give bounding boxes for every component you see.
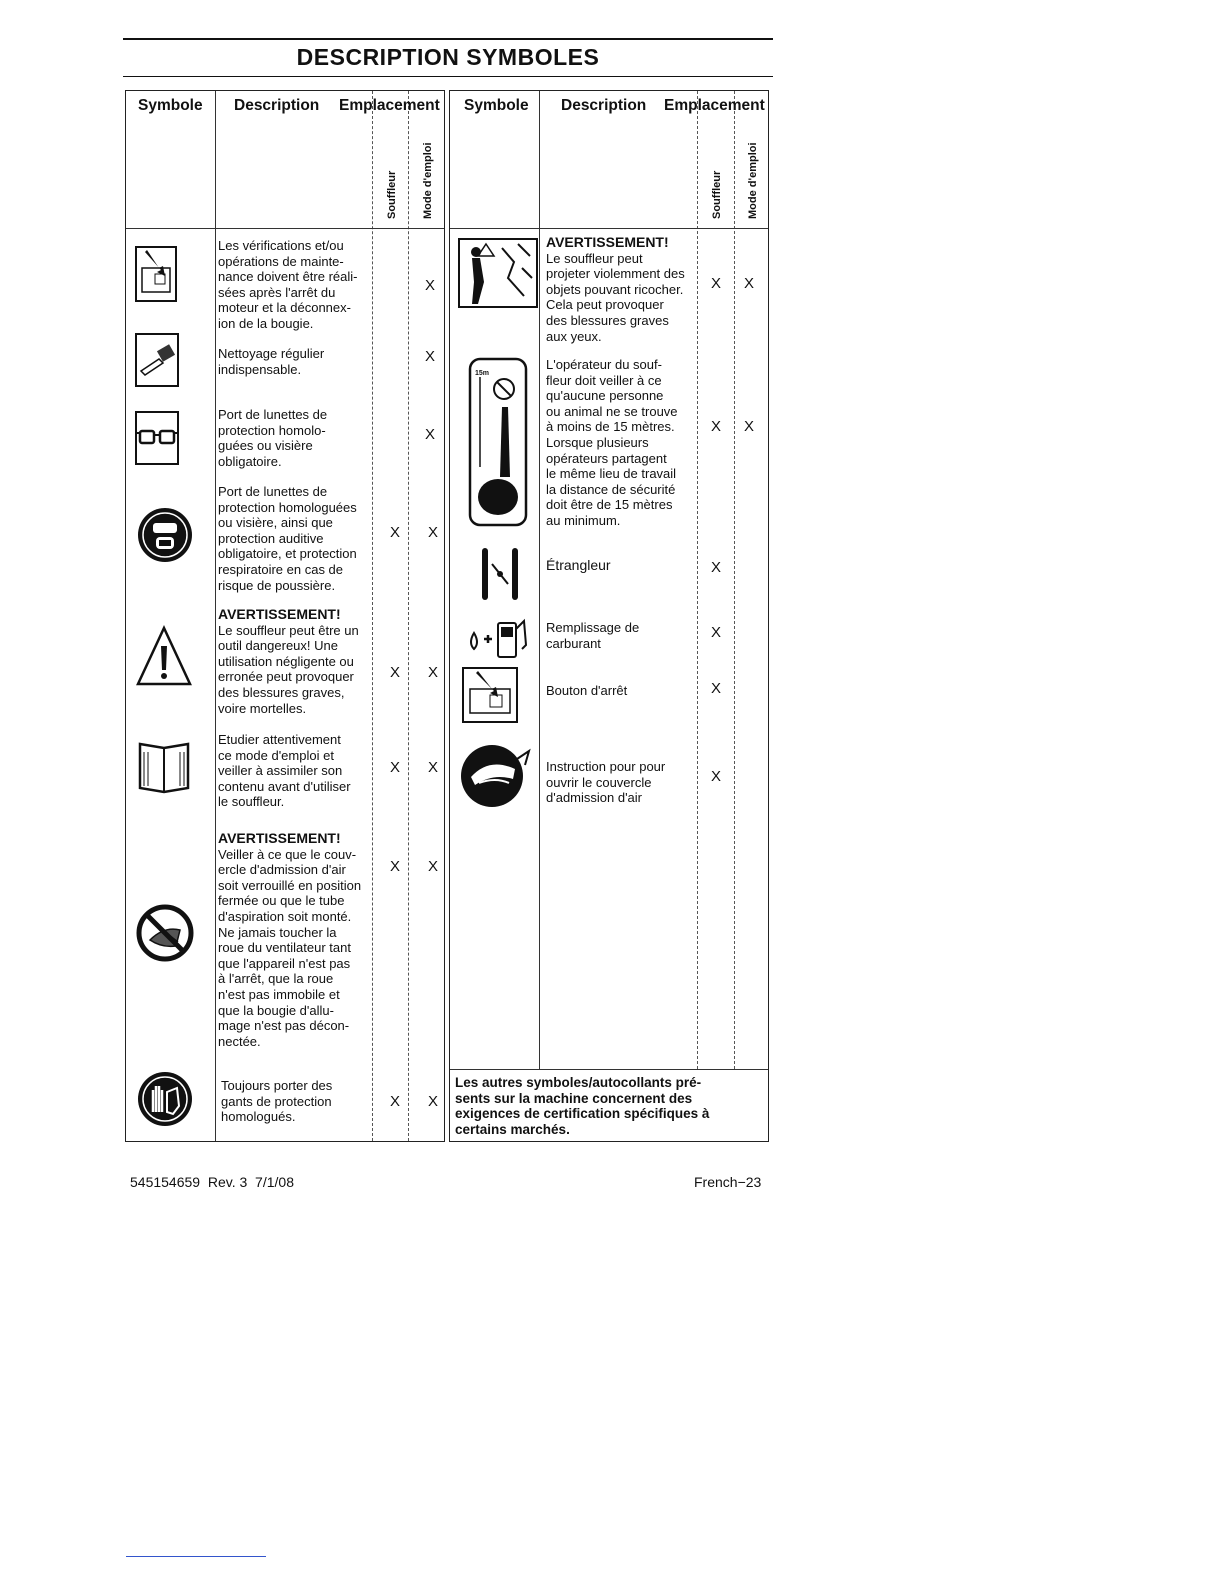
face-protection-icon (137, 499, 193, 576)
header-emplacement: Emplacement (339, 97, 440, 114)
brush-icon (135, 333, 179, 392)
mark-souffleur: X (389, 524, 400, 541)
title-bottom-rule (123, 76, 773, 77)
mark-souffleur: X (389, 759, 400, 776)
header-mode-emploi: Mode d'emploi (422, 142, 434, 219)
mark-mode: X (427, 759, 438, 776)
header-emplacement: Emplacement (664, 97, 765, 114)
row-description: Port de lunettes de protection homologuées ou visière, ainsi que protection auditive obligatoire, et protection respiratoire en cas de risque de poussière. (218, 484, 357, 593)
gloves-icon (137, 1066, 193, 1137)
mark-mode: X (427, 858, 438, 875)
document-number: 545154659 Rev. 3 7/1/08 (130, 1174, 294, 1190)
header-souffleur: Souffleur (386, 170, 398, 219)
row-description: Toujours porter des gants de protection homologués. (221, 1078, 333, 1125)
icon-label-15m: 15m (475, 370, 490, 377)
safety-glasses-icon (135, 411, 179, 470)
header-description: Description (234, 97, 320, 114)
mark-souffleur: X (389, 664, 400, 681)
row-description: Nettoyage régulier indispensable. (218, 346, 325, 377)
row-description: Bouton d'arrêt (546, 683, 628, 698)
mark-souffleur: X (389, 858, 400, 875)
mark-mode: X (427, 1093, 438, 1110)
maintenance-stop-icon (135, 246, 177, 307)
fuel-pump-icon (466, 615, 532, 666)
mark-souffleur: X (389, 1093, 400, 1110)
page-title: DESCRIPTION SYMBOLES (296, 44, 600, 70)
certification-note: Les autres symboles/autocollants pré- sents sur la machine concernent des exigences de certification spécifiques à certains marchés. (455, 1075, 710, 1137)
row-description: AVERTISSEMENT! Veiller à ce que le couv- ercle d'admission d'air soit verrouillé en position fermée ou que le tube d'aspiration soit monté. Ne jamais toucher la roue du ventilateur tant que l'appareil n'est pas à l'arrêt, que la roue n'est pas immobile et que la bougie d'allu- mage n'est pas décon- nectée. (218, 830, 362, 1049)
distance-15m-icon (468, 357, 528, 532)
title-top-rule (123, 38, 773, 40)
header-souffleur: Souffleur (711, 170, 723, 219)
mark-mode: X (743, 275, 754, 292)
mark-mode: X (424, 426, 435, 443)
warning-triangle-icon (136, 624, 192, 693)
manual-book-icon (136, 736, 192, 801)
mark-mode: X (427, 524, 438, 541)
row-description: L'opérateur du souf- fleur doit veiller à ce qu'aucune personne ou animal ne se trouve à moins de 15 mètres. Lorsque plusieurs opérateurs partagent le même lieu de travail la distance de sécurité doit être de 15 mètres au minimum. (546, 357, 678, 528)
bottom-link-line (126, 1556, 266, 1557)
no-hands-fan-icon (136, 896, 194, 975)
mark-souffleur: X (710, 418, 721, 435)
header-symbole: Symbole (138, 97, 203, 114)
row-description: Les vérifications et/ou opérations de mainte- nance doivent être réali- sées après l'arrêt du moteur et la déconnex- ion de la bougie. (218, 238, 358, 331)
row-description: Étrangleur (546, 557, 611, 573)
mark-souffleur: X (710, 680, 721, 697)
mark-souffleur: X (710, 559, 721, 576)
ricochet-warning-icon (458, 238, 538, 313)
mark-mode: X (424, 277, 435, 294)
row-description: Remplissage de carburant (546, 620, 640, 651)
row-description: Etudier attentivement ce mode d'emploi et veiller à assimiler son contenu avant d'utiliser le souffleur. (218, 732, 351, 810)
stop-switch-icon (462, 667, 518, 728)
mark-souffleur: X (710, 275, 721, 292)
page-number: French−23 (694, 1174, 762, 1190)
row-description: Instruction pour pour ouvrir le couvercle d'admission d'air (546, 759, 666, 806)
row-description: AVERTISSEMENT! Le souffleur peut être un outil dangereux! Une utilisation négligente ou erronée peut provoquer des blessures graves, voire mortelles. (218, 606, 359, 716)
header-mode-emploi: Mode d'emploi (747, 142, 759, 219)
mark-souffleur: X (710, 768, 721, 785)
header-symbole: Symbole (464, 97, 529, 114)
row-description: AVERTISSEMENT! Le souffleur peut projeter violemment des objets pouvant ricocher. Cela peut provoquer des blessures graves aux yeux. (546, 234, 685, 344)
mark-mode: X (424, 348, 435, 365)
choke-icon (478, 546, 522, 607)
row-description: Port de lunettes de protection homolo- guées ou visière obligatoire. (218, 407, 328, 469)
air-intake-cover-icon (459, 743, 531, 814)
mark-mode: X (427, 664, 438, 681)
symbol-table-right (449, 90, 769, 1142)
mark-souffleur: X (710, 624, 721, 641)
mark-mode: X (743, 418, 754, 435)
header-description: Description (561, 97, 647, 114)
symbol-table-left (125, 90, 445, 1142)
